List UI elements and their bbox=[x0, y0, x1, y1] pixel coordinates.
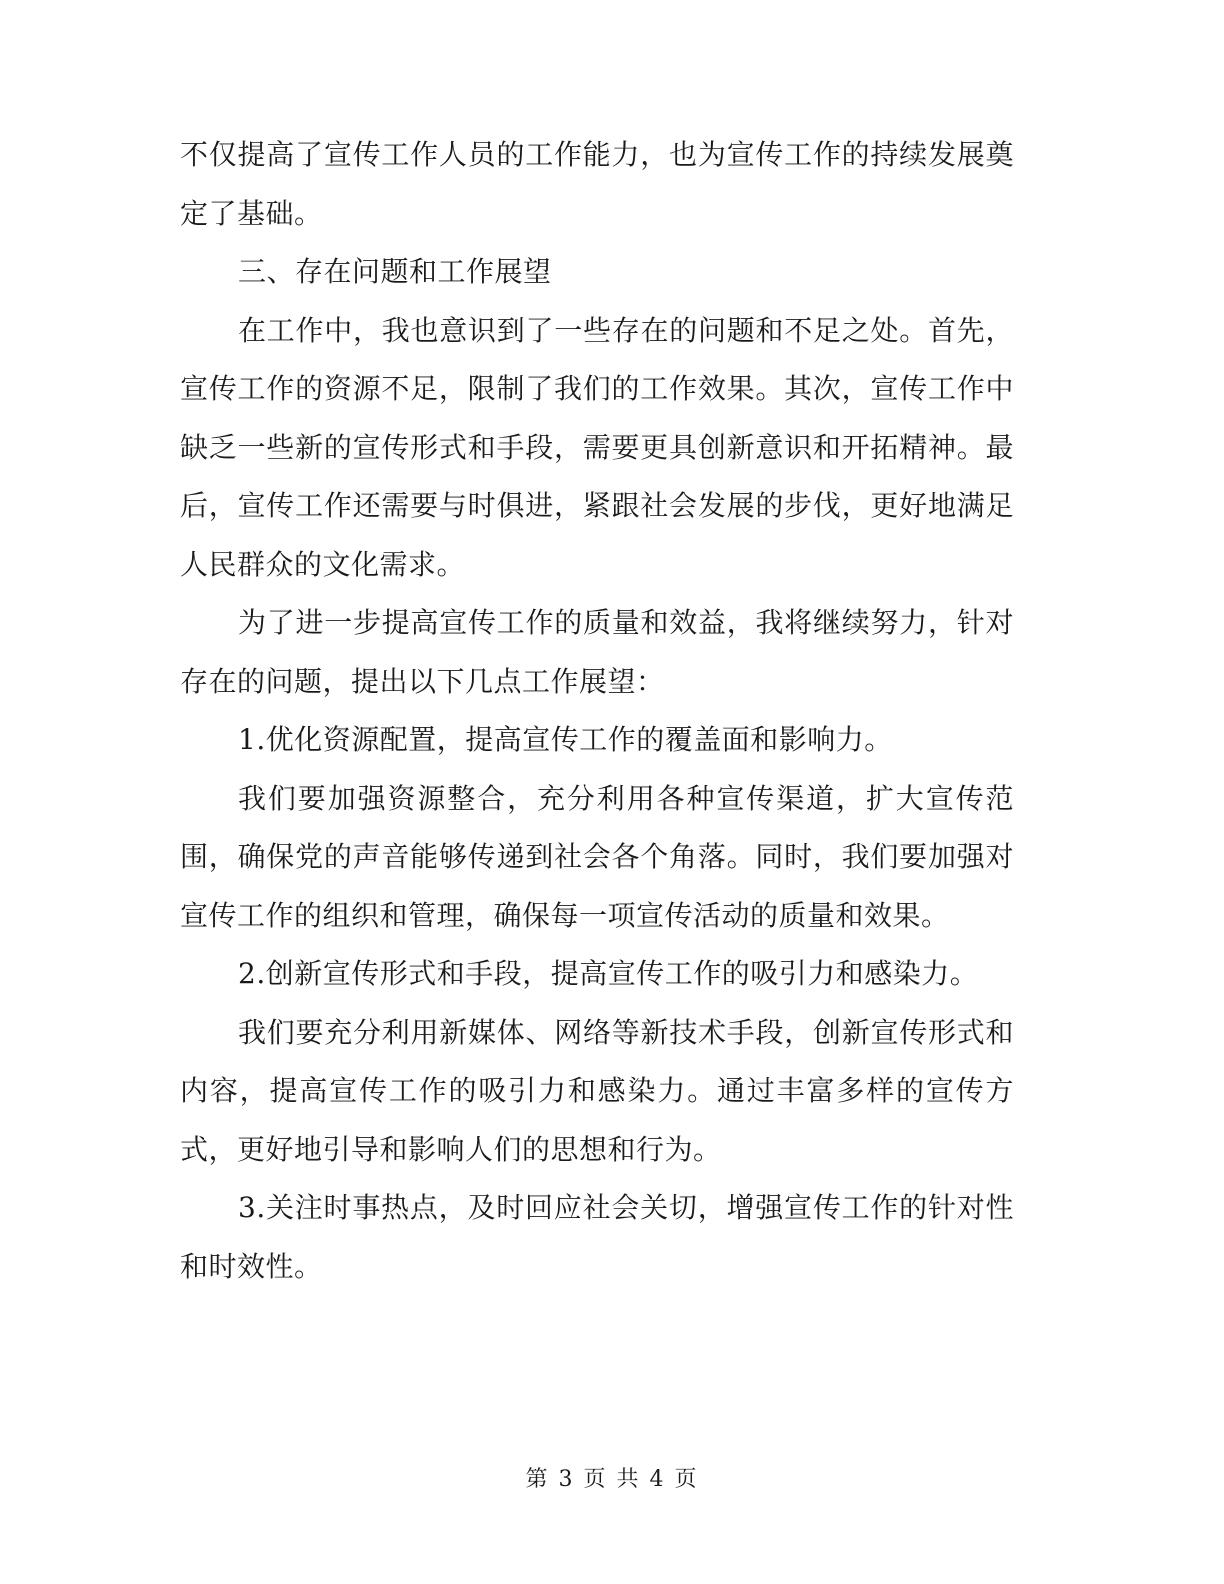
document-body bbox=[180, 126, 1014, 1296]
list-item-3-heading: 3.关注时事热点，及时回应社会关切，增强宣传工作的针对性和时效性。 bbox=[180, 1191, 1014, 1283]
section-heading: 三、存在问题和工作展望 bbox=[238, 255, 552, 288]
paragraph-problems: 在工作中，我也意识到了一些存在的问题和不足之处。首先，宣传工作的资源不足，限制了我们的工作效果。其次，宣传工作中缺乏一些新的宣传形式和手段，需要更具创新意识和开拓精神。最后，宣传工作还需要与时俱进，紧跟社会发展的步伐，更好地满足人民群众的文化需求。 bbox=[180, 313, 1014, 581]
list-item-2-body: 我们要充分利用新媒体、网络等新技术手段，创新宣传形式和内容，提高宣传工作的吸引力和感染力。通过丰富多样的宣传方式，更好地引导和影响人们的思想和行为。 bbox=[180, 1015, 1014, 1166]
paragraph-outlook-intro: 为了进一步提高宣传工作的质量和效益，我将继续努力，针对存在的问题，提出以下几点工作展望： bbox=[180, 606, 1014, 698]
list-item-1-body: 我们要加强资源整合，充分利用各种宣传渠道，扩大宣传范围，确保党的声音能够传递到社会各个角落。同时，我们要加强对宣传工作的组织和管理，确保每一项宣传活动的质量和效果。 bbox=[180, 781, 1014, 932]
page-number-footer: 第 3 页 共 4 页 bbox=[525, 1467, 699, 1492]
list-item-2-heading: 2.创新宣传形式和手段，提高宣传工作的吸引力和感染力。 bbox=[238, 957, 979, 990]
paragraph-continuation: 不仅提高了宣传工作人员的工作能力，也为宣传工作的持续发展奠定了基础。 bbox=[180, 138, 1014, 230]
list-item-1-heading: 1.优化资源配置，提高宣传工作的覆盖面和影响力。 bbox=[238, 723, 893, 756]
